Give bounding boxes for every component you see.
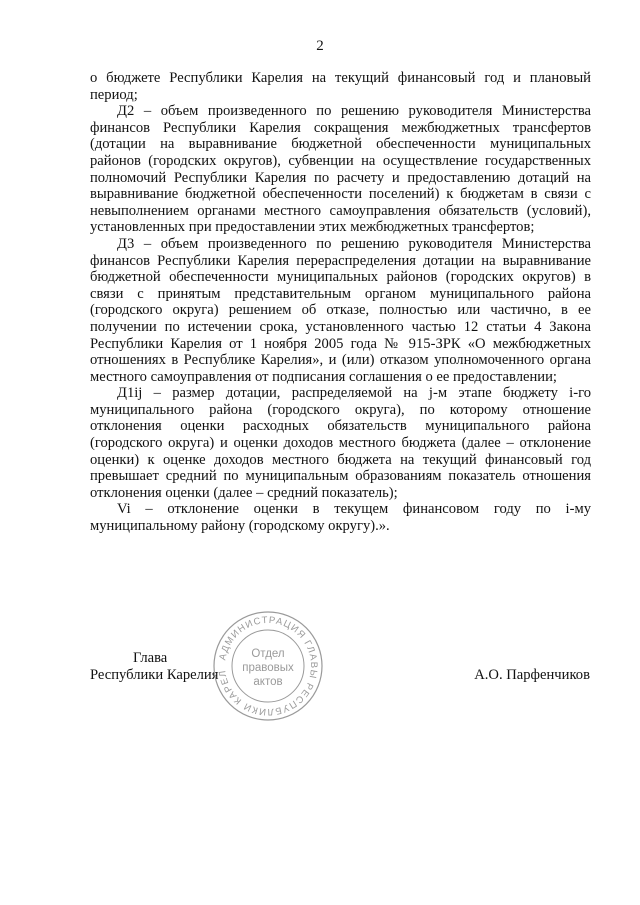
stamp-ring-text: АДМИНИСТРАЦИЯ ГЛАВЫ РЕСПУБЛИКИ КАРЕЛ <box>217 614 320 718</box>
stamp-center-line3: актов <box>253 676 283 688</box>
page-number: 2 <box>316 38 324 54</box>
signature-title-line2: Республики Карелия <box>90 667 219 683</box>
paragraph-vi-definition: Vi – отклонение оценки в текущем финансовом году по i-му муниципальному району (городскому округу).». <box>90 501 591 535</box>
document-body <box>90 70 591 535</box>
paragraph-budget-law-tail: о бюджете Республики Карелия на текущий финансовый год и плановый период; <box>90 70 591 103</box>
stamp-center-line1: Отдел <box>251 648 285 660</box>
paragraph-d1ij-definition: Д1ij – размер дотации, распределяемой на j-м этапе бюджету i-го муниципального района (городского округа), по которому отношение отклонения оценки расходных обязательств муниципального района (городского округа) и оценки доходов местного бюджета (далее – отклонение оценки) к оценке доходов местного бюджета на текущий финансовый год превышает средний по муниципальным образованиям показатель отношения отклонения оценки (далее – средний показатель); <box>90 385 591 501</box>
stamp-seal-graphic <box>212 610 324 722</box>
official-stamp <box>212 610 324 722</box>
stamp-center-line2: правовых <box>242 662 294 674</box>
signature-title-line1: Глава <box>133 650 168 666</box>
paragraph-d3-definition: Д3 – объем произведенного по решению руководителя Министерства финансов Республики Карелия перераспределения дотации на выравнивание бюджетной обеспеченности муниципальных районов (городских округов) в связи с принятым представительным органом муниципального района (городского округа) решением об отказе, полностью или частично, в ее получении по истечении срока, установленного частью 12 статьи 4 Закона Республики Карелия от 1 ноября 2005 года № 915-ЗРК «О межбюджетных отношениях в Республике Карелия», и (или) отказом уполномоченного органа местного самоуправления от подписания соглашения о ее предоставлении; <box>90 235 591 385</box>
signatory-name: А.О. Парфенчиков <box>474 667 590 683</box>
paragraph-d2-definition: Д2 – объем произведенного по решению руководителя Министерства финансов Республики Карелия сокращения межбюджетных трансфертов (дотации на выравнивание бюджетной обеспеченности муниципальных районов (городских округов), субвенции на осуществление государственных полномочий Республики Карелия по расчету и предоставлению дотаций на выравнивание бюджетной обеспеченности поселений) к бюджетам в связи с невыполнением органами местного самоуправления обязательств (условий), установленных при предоставлении этих межбюджетных трансфертов; <box>90 103 591 236</box>
